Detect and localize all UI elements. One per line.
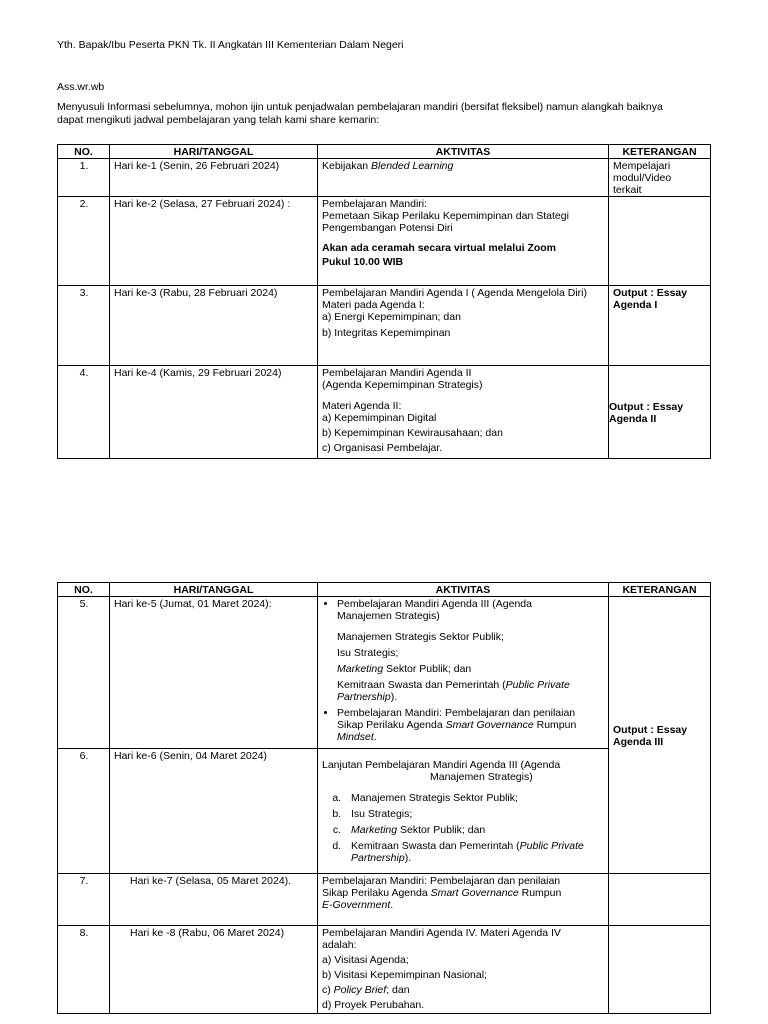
row-keterangan: Output : Essay Agenda III	[609, 597, 711, 874]
header-no: NO.	[58, 145, 110, 159]
row-aktivitas: Pembelajaran Mandiri: Pemetaan Sikap Perilaku Kepemimpinan dan Stategi Pengembangan Potensi Diri Akan ada ceramah secara virtual melalui Zoom Pukul 10.00 WIB	[318, 197, 609, 286]
row-keterangan: Mempelajari modul/Video terkait	[609, 159, 711, 197]
salutation: Ass.wr.wb	[57, 81, 105, 93]
greeting: Yth. Bapak/Ibu Peserta PKN Tk. II Angkatan III Kementerian Dalam Negeri	[57, 39, 404, 51]
row-no: 4.	[58, 366, 110, 459]
row-aktivitas: Pembelajaran Mandiri Agenda IV. Materi Agenda IV adalah: a) Visitasi Agenda; b) Visitasi Kepemimpinan Nasional; c) Policy Brief; dan d) Proyek Perubahan.	[318, 926, 609, 1014]
header-hari-tanggal: HARI/TANGGAL	[110, 583, 318, 597]
header-keterangan: KETERANGAN	[609, 145, 711, 159]
row-no: 2.	[58, 197, 110, 286]
table-row	[58, 197, 711, 286]
row-hari: Hari ke-5 (Jumat, 01 Maret 2024):	[110, 597, 318, 749]
schedule-table-1	[57, 144, 711, 459]
row-aktivitas: Lanjutan Pembelajaran Mandiri Agenda III (Agenda Manajemen Strategis) a. Manajemen Strategis Sektor Publik; b. Isu Strategis; c. Marketing Sektor Publik; dan d. Kemitraan Swasta dan Pemerintah (Public Private Partnership).	[318, 749, 609, 874]
row-no: 1.	[58, 159, 110, 197]
header-aktivitas: AKTIVITAS	[318, 583, 609, 597]
schedule-table-2	[57, 582, 711, 1014]
table-row	[58, 366, 711, 459]
row-keterangan	[609, 926, 711, 1014]
table-row	[58, 286, 711, 366]
row-no: 3.	[58, 286, 110, 366]
row-aktivitas: • Pembelajaran Mandiri Agenda III (Agenda Manajemen Strategis) Manajemen Strategis Sektor Publik; Isu Strategis; Marketing Sektor Publik; dan Kemitraan Swasta dan Pemerintah (Public Private Partnership). • Pembelajaran Mandiri: Pembelajaran dan penilaian Sikap Perilaku Agenda Smart Governance Rumpun Mindset.	[318, 597, 609, 749]
row-hari: Hari ke-2 (Selasa, 27 Februari 2024) :	[110, 197, 318, 286]
row-aktivitas: Pembelajaran Mandiri: Pembelajaran dan penilaian Sikap Perilaku Agenda Smart Governance Rumpun E-Government.	[318, 874, 609, 926]
row-hari: Hari ke-3 (Rabu, 28 Februari 2024)	[110, 286, 318, 366]
row-no: 8.	[58, 926, 110, 1014]
row-keterangan: Output : Essay Agenda I	[609, 286, 711, 366]
header-hari-tanggal: HARI/TANGGAL	[110, 145, 318, 159]
table-row	[58, 159, 711, 197]
row-keterangan: Output : Essay Agenda II	[609, 366, 711, 459]
row-no: 5.	[58, 597, 110, 749]
row-aktivitas: Kebijakan Blended Learning	[318, 159, 609, 197]
table-row	[58, 926, 711, 1014]
row-no: 7.	[58, 874, 110, 926]
table-row	[58, 597, 711, 749]
row-keterangan	[609, 197, 711, 286]
table-header-row	[58, 583, 711, 597]
header-keterangan: KETERANGAN	[609, 583, 711, 597]
row-aktivitas: Pembelajaran Mandiri Agenda II (Agenda Kepemimpinan Strategis) Materi Agenda II: a) Kepemimpinan Digital b) Kepemimpinan Kewirausahaan; dan c) Organisasi Pembelajar.	[318, 366, 609, 459]
row-aktivitas: Pembelajaran Mandiri Agenda I ( Agenda Mengelola Diri) Materi pada Agenda I: a) Energi Kepemimpinan; dan b) Integritas Kepemimpinan	[318, 286, 609, 366]
header-no: NO.	[58, 583, 110, 597]
table-row	[58, 874, 711, 926]
row-hari: Hari ke-7 (Selasa, 05 Maret 2024).	[110, 874, 318, 926]
header-aktivitas: AKTIVITAS	[318, 145, 609, 159]
row-hari: Hari ke-1 (Senin, 26 Februari 2024)	[110, 159, 318, 197]
row-keterangan	[609, 874, 711, 926]
row-no: 6.	[58, 749, 110, 874]
row-hari: Hari ke-6 (Senin, 04 Maret 2024)	[110, 749, 318, 874]
intro-line-1: Menyusuli Informasi sebelumnya, mohon ijin untuk penjadwalan pembelajaran mandiri (bersifat fleksibel) namun alangkah baiknya	[57, 101, 663, 113]
intro-line-2: dapat mengikuti jadwal pembelajaran yang telah kami share kemarin:	[57, 114, 380, 126]
table-header-row	[58, 145, 711, 159]
row-hari: Hari ke -8 (Rabu, 06 Maret 2024)	[110, 926, 318, 1014]
row-hari: Hari ke-4 (Kamis, 29 Februari 2024)	[110, 366, 318, 459]
